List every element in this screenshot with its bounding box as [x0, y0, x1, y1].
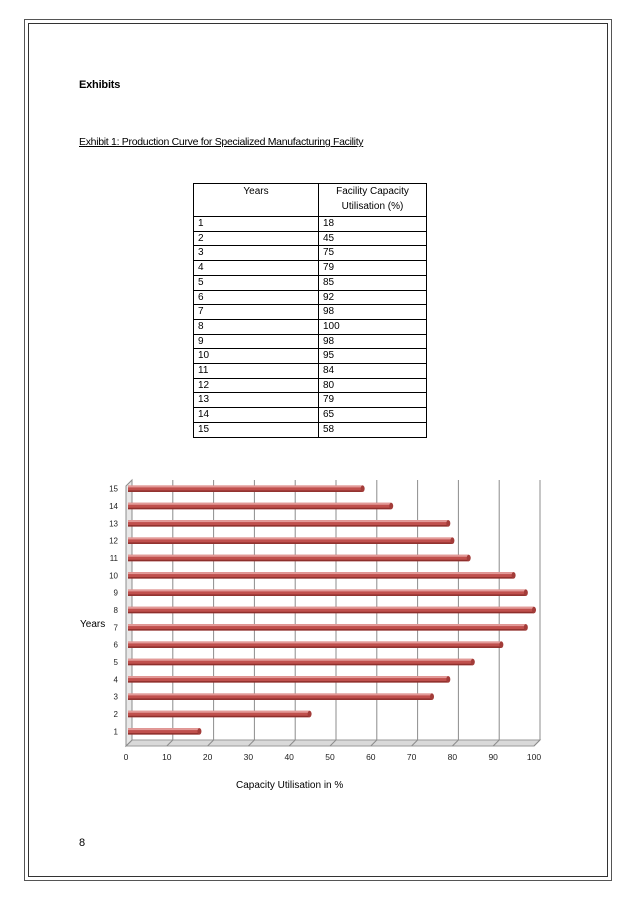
bar-end	[361, 485, 365, 492]
chart-x-ticks	[124, 752, 542, 762]
table-row	[194, 422, 427, 437]
bar-highlight	[128, 520, 448, 522]
x-tick-label: 0	[123, 752, 129, 762]
utilisation-cell: 95	[319, 349, 427, 364]
y-tick-label: 15	[109, 484, 118, 494]
table-row	[194, 349, 427, 364]
bar-end	[450, 537, 454, 544]
year-cell: 4	[194, 261, 319, 276]
bar-end	[197, 728, 201, 735]
utilisation-cell: 100	[319, 319, 427, 334]
chart-bars	[128, 485, 536, 734]
x-tick-label: 50	[325, 752, 335, 762]
utilisation-cell: 79	[319, 261, 427, 276]
bar-end	[467, 555, 471, 562]
table-row	[194, 305, 427, 320]
bar-highlight	[128, 537, 452, 539]
year-cell: 6	[194, 290, 319, 305]
table-row	[194, 275, 427, 290]
bar-shadow	[128, 612, 534, 614]
bar	[128, 485, 365, 492]
utilisation-cell: 92	[319, 290, 427, 305]
bar-shadow	[128, 508, 391, 510]
header-utilisation: Facility Capacity Utilisation (%)	[319, 184, 427, 217]
table-body	[194, 217, 427, 438]
bar-end	[308, 711, 312, 718]
bar-highlight	[128, 728, 199, 730]
utilisation-cell: 98	[319, 334, 427, 349]
header-years: Years	[194, 184, 319, 217]
y-tick-label: 3	[113, 692, 118, 702]
bar-shadow	[128, 560, 469, 562]
year-cell: 7	[194, 305, 319, 320]
year-cell: 12	[194, 378, 319, 393]
utilisation-cell: 85	[319, 275, 427, 290]
utilisation-cell: 98	[319, 305, 427, 320]
chart-y-ticks	[109, 485, 118, 737]
bar-highlight	[128, 641, 501, 643]
utilisation-table	[193, 183, 427, 438]
bar-highlight	[128, 485, 363, 487]
bar	[128, 503, 393, 510]
bar-highlight	[128, 711, 310, 713]
year-cell: 8	[194, 319, 319, 334]
bar-shadow	[128, 577, 514, 579]
table-row	[194, 290, 427, 305]
year-cell: 14	[194, 408, 319, 423]
table-row	[194, 364, 427, 379]
y-tick-label: 14	[109, 502, 118, 511]
bar-shadow	[128, 698, 432, 700]
year-cell: 15	[194, 422, 319, 437]
utilisation-cell: 79	[319, 393, 427, 408]
utilisation-cell: 18	[319, 217, 427, 232]
bar-end	[471, 659, 475, 666]
utilisation-bar-chart	[70, 468, 550, 798]
utilisation-cell: 65	[319, 408, 427, 423]
bar-shadow	[128, 490, 363, 492]
bar-shadow	[128, 542, 452, 544]
table-row	[194, 334, 427, 349]
x-tick-label: 10	[162, 752, 172, 762]
page-heading: Exhibits	[79, 79, 121, 91]
bar-end	[389, 503, 393, 510]
bar	[128, 607, 536, 614]
bar-shadow	[128, 716, 310, 718]
table-row	[194, 393, 427, 408]
table-row	[194, 217, 427, 232]
y-tick-label: 8	[113, 606, 118, 615]
bar-end	[532, 607, 536, 614]
y-tick-label: 9	[113, 588, 118, 598]
exhibit-title: Exhibit 1: Production Curve for Specialized Manufacturing Facility	[79, 136, 364, 148]
x-tick-label: 40	[284, 752, 294, 762]
bar	[128, 641, 503, 648]
bar	[128, 520, 450, 527]
year-cell: 10	[194, 349, 319, 364]
y-axis-label: Years	[80, 619, 106, 630]
utilisation-cell: 58	[319, 422, 427, 437]
bar-highlight	[128, 555, 469, 557]
y-tick-label: 2	[113, 710, 118, 719]
x-tick-label: 80	[447, 752, 458, 762]
x-tick-label: 70	[406, 752, 417, 762]
x-tick-label: 60	[366, 752, 376, 762]
bar	[128, 572, 516, 579]
bar	[128, 676, 450, 683]
bar	[128, 555, 471, 562]
utilisation-cell: 84	[319, 364, 427, 379]
bar-end	[446, 520, 450, 527]
table-row	[194, 261, 427, 276]
bar	[128, 589, 528, 596]
utilisation-cell: 45	[319, 231, 427, 246]
bar-highlight	[128, 693, 432, 695]
bar-end	[512, 572, 516, 579]
y-tick-label: 12	[109, 536, 118, 546]
x-tick-label: 100	[526, 752, 542, 762]
bar	[128, 659, 475, 666]
y-tick-label: 1	[113, 727, 118, 737]
bar-end	[524, 589, 528, 596]
bar-shadow	[128, 629, 526, 631]
bar-shadow	[128, 594, 526, 596]
bar-highlight	[128, 676, 448, 678]
year-cell: 2	[194, 231, 319, 246]
x-axis-label: Capacity Utilisation in %	[236, 780, 344, 791]
year-cell: 5	[194, 275, 319, 290]
bar	[128, 624, 528, 631]
year-cell: 3	[194, 246, 319, 261]
bar-shadow	[128, 733, 199, 735]
y-tick-label: 4	[113, 675, 118, 685]
bar-end	[499, 641, 503, 648]
bar-shadow	[128, 664, 473, 666]
bar-highlight	[128, 659, 473, 661]
utilisation-cell: 75	[319, 246, 427, 261]
bar-end	[524, 624, 528, 631]
y-tick-label: 13	[109, 519, 118, 529]
utilisation-cell: 80	[319, 378, 427, 393]
year-cell: 1	[194, 217, 319, 232]
y-tick-label: 5	[113, 658, 118, 667]
bar-shadow	[128, 525, 448, 527]
bar	[128, 537, 454, 544]
bar-highlight	[128, 607, 534, 609]
table-row	[194, 246, 427, 261]
table-row	[194, 408, 427, 423]
bar-highlight	[128, 589, 526, 591]
bar-shadow	[128, 681, 448, 683]
x-tick-label: 20	[202, 752, 213, 762]
x-tick-label: 30	[243, 752, 254, 762]
table-header-row	[194, 184, 427, 217]
y-tick-label: 7	[113, 623, 118, 633]
page-number: 8	[79, 837, 86, 849]
x-tick-label: 90	[488, 752, 498, 762]
y-tick-label: 6	[113, 640, 118, 650]
bar-highlight	[128, 624, 526, 626]
year-cell: 9	[194, 334, 319, 349]
y-tick-label: 10	[109, 571, 118, 581]
bar-end	[446, 676, 450, 683]
bar	[128, 728, 201, 735]
bar-end	[430, 693, 434, 700]
year-cell: 11	[194, 364, 319, 379]
bar	[128, 693, 434, 700]
table-row	[194, 231, 427, 246]
bar	[128, 711, 312, 718]
table-row	[194, 319, 427, 334]
bar-shadow	[128, 646, 501, 648]
year-cell: 13	[194, 393, 319, 408]
bar-highlight	[128, 503, 391, 505]
y-tick-label: 11	[109, 554, 118, 563]
bar-highlight	[128, 572, 514, 574]
table-row	[194, 378, 427, 393]
